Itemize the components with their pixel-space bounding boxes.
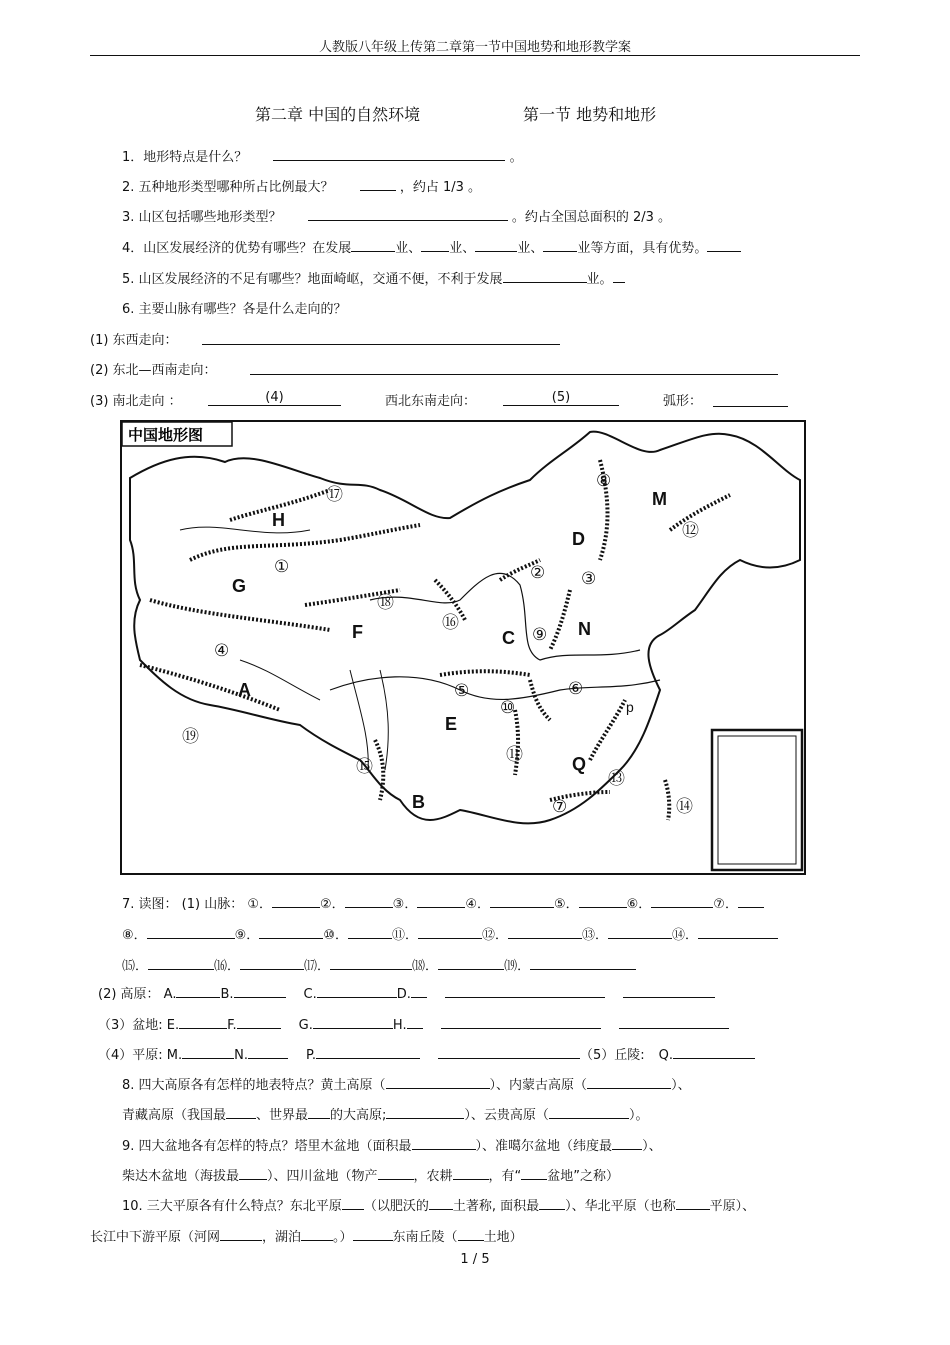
basin-row — [98, 1014, 729, 1033]
map-letter-g: G — [232, 576, 247, 596]
q7-label: ④． — [465, 897, 490, 912]
q7-label: ⑥． — [626, 897, 652, 912]
answer-blank[interactable] — [250, 374, 778, 375]
q9-text: 9. 四大盆地各有怎样的特点？塔里木盆地（面积最 — [122, 1139, 412, 1154]
q7-label: ⑩． — [323, 928, 348, 943]
answer-blank[interactable] — [530, 956, 636, 970]
q4-p3: 业、 — [517, 241, 544, 256]
direction-northwest-southeast: 西北东南走向： — [385, 394, 477, 409]
plateau-label: (2) 高原： A. — [98, 987, 177, 1002]
map-letter-m: M — [652, 489, 667, 509]
nwse-answer[interactable]: (5) — [503, 390, 619, 406]
question-10-line1 — [122, 1195, 755, 1214]
ns-answer[interactable]: (4) — [208, 390, 341, 406]
answer-blank[interactable] — [438, 956, 504, 970]
q7-intro: 7. 读图： (1) 山脉： — [122, 897, 244, 912]
answer-blank[interactable] — [579, 894, 627, 908]
q7-label: ②． — [320, 897, 345, 912]
plateau-d: D. — [396, 987, 411, 1002]
map-num-5: ⑤ — [454, 681, 470, 700]
china-terrain-map — [120, 420, 806, 875]
answer-blank[interactable] — [549, 1105, 629, 1119]
answer-blank[interactable] — [503, 269, 587, 283]
direction-north-south: (3) 南北走向 ： — [90, 394, 182, 409]
q9-text: ）、准噶尔盆地（纬度最 — [475, 1139, 613, 1154]
map-num-6: ⑥ — [568, 679, 584, 698]
map-num-14: ⑭ — [676, 797, 693, 816]
q9-text: ）、 — [642, 1139, 662, 1154]
map-num-17: ⑰ — [326, 485, 343, 504]
map-num-2: ② — [530, 563, 546, 582]
q9-text: ，农耕 — [413, 1169, 453, 1184]
answer-blank[interactable] — [360, 177, 396, 191]
q8-text: ）、云贵高原（ — [464, 1108, 549, 1123]
q10-text: ）、华北平原（也称 — [565, 1199, 676, 1214]
hill-q: Q. — [658, 1048, 673, 1063]
answer-blank[interactable] — [313, 1015, 393, 1029]
answer-blank[interactable] — [316, 1045, 420, 1059]
answer-blank[interactable] — [386, 1105, 464, 1119]
answer-blank[interactable] — [429, 1196, 453, 1210]
map-num-11: ⑪ — [506, 745, 523, 764]
answer-blank[interactable] — [418, 925, 482, 939]
answer-blank[interactable] — [713, 406, 788, 407]
page-number: 1 / 5 — [460, 1252, 490, 1267]
q7-label: ⑬． — [582, 928, 609, 943]
direction-northeast-southwest: (2) 东北—西南走向： — [90, 363, 217, 378]
map-title: 中国地形图 — [128, 427, 204, 444]
q7-label: ⑤． — [553, 897, 579, 912]
map-letter-f: F — [352, 622, 363, 642]
q7-label: ⑦． — [713, 897, 738, 912]
q8-text: ）。 — [628, 1108, 649, 1123]
map-letter-q: Q — [572, 754, 587, 774]
answer-blank[interactable] — [378, 1166, 414, 1180]
answer-blank[interactable] — [521, 1166, 547, 1180]
question-6: 6. 主要山脉有哪些？各是什么走向的？ — [122, 302, 347, 317]
plain-n: N. — [234, 1048, 248, 1063]
basin-h: H. — [392, 1018, 407, 1033]
answer-blank[interactable] — [272, 894, 320, 908]
q7-label: ⑨． — [234, 928, 260, 943]
hill-label: （5）丘陵: — [579, 1048, 645, 1063]
question-1 — [122, 146, 523, 165]
map-letter-h: H — [272, 510, 285, 530]
answer-blank[interactable] — [458, 1227, 484, 1241]
plain-row — [98, 1044, 755, 1063]
map-letter-b: B — [412, 792, 425, 812]
answer-blank[interactable] — [240, 956, 304, 970]
q3-text: 3. 山区包括哪些地形类型？ — [122, 210, 282, 225]
answer-blank[interactable] — [417, 894, 465, 908]
answer-blank[interactable] — [673, 1045, 755, 1059]
answer-blank[interactable] — [308, 207, 508, 221]
answer-blank[interactable] — [453, 1166, 489, 1180]
q9-text: ）、四川盆地（物产 — [267, 1169, 378, 1184]
answer-blank[interactable] — [613, 269, 625, 283]
map-num-12: ⑫ — [682, 521, 699, 540]
q7-label: ⒅． — [412, 959, 439, 974]
answer-blank[interactable] — [386, 1075, 490, 1089]
answer-blank[interactable] — [351, 238, 395, 252]
question-8-line1 — [122, 1074, 691, 1093]
answer-blank[interactable] — [348, 925, 392, 939]
q9-text: 盆地”之称） — [547, 1169, 620, 1184]
answer-blank[interactable] — [421, 238, 449, 252]
direction-east-west: (1) 东西走向： — [90, 333, 178, 348]
q10-text: 长江中下游平原（河网 — [90, 1230, 221, 1245]
q7-label: ⒃． — [214, 959, 241, 974]
basin-g: G. — [298, 1018, 313, 1033]
answer-blank[interactable] — [608, 925, 672, 939]
running-header: 人教版八年级上传第二章第一节中国地势和地形教学案 — [318, 40, 631, 55]
answer-blank[interactable] — [438, 1045, 580, 1059]
answer-blank[interactable] — [707, 238, 741, 252]
answer-blank[interactable] — [148, 956, 214, 970]
question-3 — [122, 206, 671, 225]
answer-blank[interactable] — [342, 1196, 364, 1210]
answer-blank[interactable] — [539, 1196, 565, 1210]
q4-p4: 业等方面，具有优势。 — [577, 241, 708, 256]
answer-blank[interactable] — [248, 1045, 288, 1059]
q4-p2: 业、 — [449, 241, 476, 256]
question-2 — [122, 176, 481, 195]
q7-label: ⒆． — [504, 959, 531, 974]
map-num-13: ⑬ — [608, 769, 625, 788]
answer-blank[interactable] — [317, 984, 397, 998]
plain-label: （4）平原: M. — [98, 1048, 183, 1063]
q7-label: ③． — [392, 897, 418, 912]
q4-p1: 业、 — [395, 241, 422, 256]
q8-text: 、世界最 — [256, 1108, 309, 1123]
q10-text: 。） — [333, 1230, 353, 1245]
question-10-line2 — [90, 1226, 523, 1245]
question-8-line2 — [122, 1104, 648, 1123]
q7-label: ⑪． — [391, 928, 418, 943]
q7-label: ⒂． — [122, 959, 149, 974]
q10-text: 土地） — [483, 1230, 523, 1245]
answer-blank[interactable] — [445, 984, 605, 998]
q7-label: ⒄． — [304, 959, 331, 974]
q10-text: 10. 三大平原各有什么特点？东北平原 — [122, 1199, 342, 1214]
q7-label: ⑭． — [672, 928, 699, 943]
question-7-row1 — [122, 893, 764, 912]
answer-blank[interactable] — [202, 344, 560, 345]
header-rule — [90, 55, 860, 56]
basin-f: F. — [227, 1018, 237, 1033]
q4-text: 4．山区发展经济的优势有哪些？在发展 — [122, 241, 352, 256]
question-9-line2 — [122, 1165, 619, 1184]
map-num-1: ① — [274, 557, 290, 576]
answer-blank[interactable] — [353, 1227, 393, 1241]
answer-blank[interactable] — [234, 984, 286, 998]
answer-blank[interactable] — [619, 1015, 729, 1029]
answer-blank[interactable] — [411, 984, 427, 998]
answer-blank[interactable] — [412, 1136, 476, 1150]
q10-text: 东南丘陵（ — [392, 1230, 458, 1245]
map-num-19: ⑲ — [182, 727, 199, 746]
question-4 — [122, 237, 741, 256]
answer-blank[interactable] — [738, 894, 764, 908]
q10-text: 土著称, 面积最 — [452, 1199, 540, 1214]
map-num-10: ⑩ — [500, 698, 516, 717]
q2-tail: ，约占 1/3 。 — [399, 180, 482, 195]
answer-blank[interactable] — [308, 1105, 330, 1119]
answer-blank[interactable] — [651, 894, 713, 908]
answer-blank[interactable] — [587, 1075, 671, 1089]
question-7-row3 — [122, 955, 636, 974]
direction-arc: 弧形： — [663, 394, 703, 409]
map-letter-a: A — [238, 680, 251, 700]
map-num-4: ④ — [214, 641, 230, 660]
q8-text: ）、内蒙古高原（ — [489, 1078, 588, 1093]
answer-blank[interactable] — [237, 1015, 281, 1029]
q8-text: ）、 — [671, 1078, 691, 1093]
q1-end: 。 — [509, 150, 523, 165]
plateau-b: B. — [220, 987, 234, 1002]
answer-blank[interactable] — [273, 147, 505, 161]
q3-tail: 。约占全国总面积的 2/3 。 — [511, 210, 672, 225]
answer-blank[interactable] — [182, 1045, 234, 1059]
map-letter-d: D — [572, 529, 585, 549]
plateau-c: C. — [303, 987, 317, 1002]
q8-text: 青藏高原（我国最 — [122, 1108, 227, 1123]
answer-blank[interactable] — [147, 925, 235, 939]
map-letter-p: p — [626, 699, 634, 715]
answer-blank[interactable] — [179, 1015, 227, 1029]
q8-text: 8. 四大高原各有怎样的地表特点？黄土高原（ — [122, 1078, 386, 1093]
q2-text: 2. 五种地形类型哪种所占比例最大？ — [122, 180, 334, 195]
plateau-row — [98, 983, 715, 1002]
basin-label: （3）盆地: E. — [98, 1018, 180, 1033]
q8-text: 的大高原; — [330, 1108, 387, 1123]
map-num-9: ⑨ — [532, 625, 548, 644]
section-title: 第一节 地势和地形 — [523, 105, 657, 124]
map-num-16: ⑯ — [442, 613, 459, 632]
answer-blank[interactable] — [543, 238, 577, 252]
map-num-15: ⑮ — [356, 757, 373, 776]
answer-blank[interactable] — [301, 1227, 333, 1241]
map-num-18: ⑱ — [377, 593, 394, 612]
question-9-line1 — [122, 1135, 662, 1154]
question-7-row2 — [122, 924, 778, 943]
q5-text: 5. 山区发展经济的不足有哪些？地面崎岖，交通不便，不利于发展 — [122, 272, 503, 287]
q9-text: 柴达木盆地（海拔最 — [122, 1169, 240, 1184]
q10-text: 平原）、 — [709, 1199, 756, 1214]
q7-label: ①． — [247, 897, 273, 912]
q10-text: ，湖泊 — [262, 1230, 302, 1245]
answer-blank[interactable] — [407, 1015, 423, 1029]
q5-tail: 业。 — [586, 272, 613, 287]
answer-blank[interactable] — [259, 925, 323, 939]
plain-p: P. — [306, 1048, 316, 1063]
answer-blank[interactable] — [490, 894, 554, 908]
answer-blank[interactable] — [508, 925, 582, 939]
answer-blank[interactable] — [345, 894, 393, 908]
answer-blank[interactable] — [623, 984, 715, 998]
question-5 — [122, 268, 625, 287]
chapter-title: 第二章 中国的自然环境 — [255, 105, 421, 124]
answer-blank[interactable] — [226, 1105, 256, 1119]
map-letter-e: E — [445, 714, 458, 734]
map-num-7: ⑦ — [552, 797, 568, 816]
answer-blank[interactable] — [698, 925, 778, 939]
q9-text: ，有“ — [488, 1169, 522, 1184]
answer-blank[interactable] — [330, 956, 412, 970]
map-letter-c: C — [502, 628, 515, 648]
q7-label: ⑫． — [481, 928, 508, 943]
q7-label: ⑧． — [122, 928, 147, 943]
answer-blank[interactable] — [676, 1196, 710, 1210]
map-num-3: ③ — [581, 569, 597, 588]
answer-blank[interactable] — [176, 984, 220, 998]
answer-blank[interactable] — [441, 1015, 601, 1029]
answer-blank[interactable] — [612, 1136, 642, 1150]
answer-blank[interactable] — [239, 1166, 267, 1180]
answer-blank[interactable] — [475, 238, 517, 252]
map-letter-n: N — [578, 619, 591, 639]
answer-blank[interactable] — [220, 1227, 262, 1241]
map-num-8: ⑧ — [596, 471, 612, 490]
q10-text: （以肥沃的 — [363, 1199, 429, 1214]
q1-text: 1．地形特点是什么？ — [122, 150, 248, 165]
